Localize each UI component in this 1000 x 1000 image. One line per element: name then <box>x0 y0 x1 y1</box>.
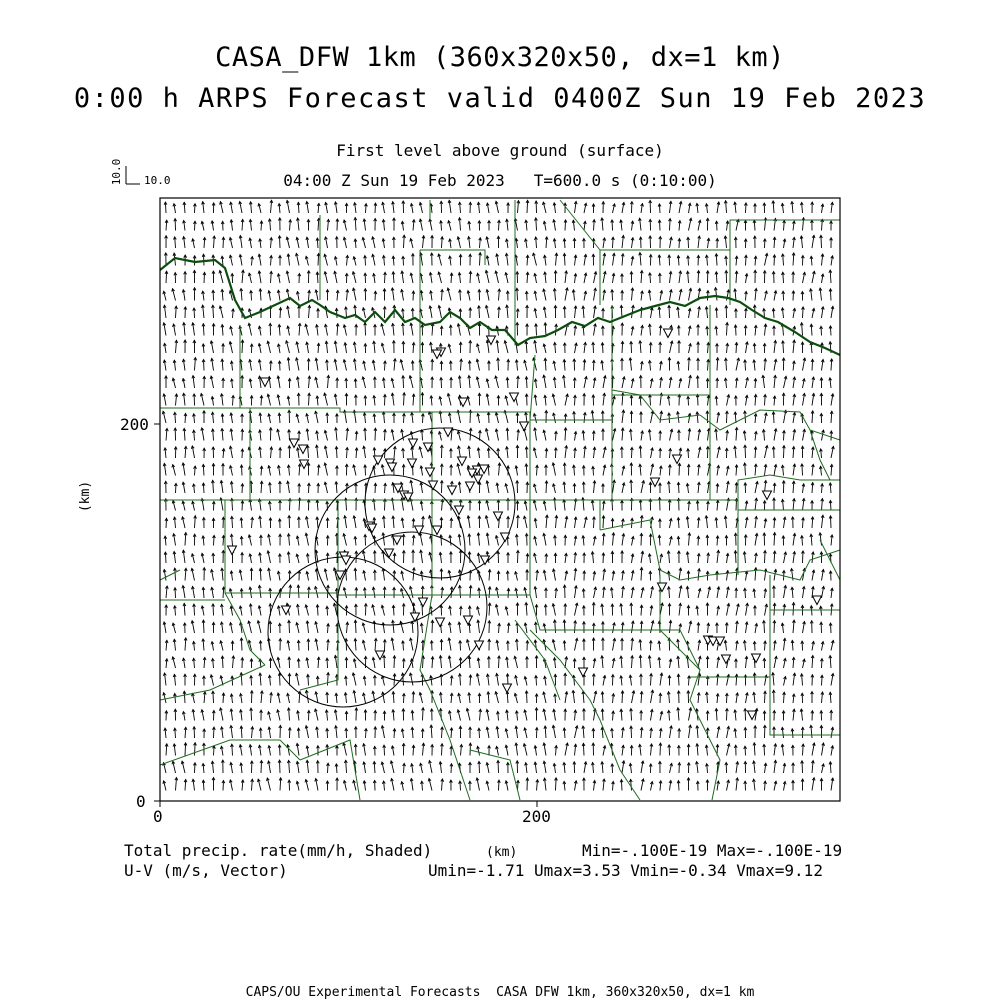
wind-vector <box>355 620 356 633</box>
wind-vector <box>735 551 736 563</box>
wind-vector <box>803 551 804 563</box>
wind-vector <box>755 673 756 685</box>
station-marker <box>388 463 397 472</box>
wind-vector <box>195 743 196 756</box>
wind-vector <box>222 656 223 668</box>
wind-vector <box>194 604 195 615</box>
station-marker <box>763 491 772 500</box>
wind-vector <box>241 638 242 651</box>
x-tick-0: 0 <box>153 807 163 826</box>
map-title-line2: 0:00 h ARPS Forecast valid 0400Z Sun 19 Feb 2023 <box>73 83 927 114</box>
wind-vector <box>564 254 565 266</box>
wind-vector <box>632 447 633 458</box>
wind-vector <box>479 306 480 318</box>
station-marker <box>752 654 761 663</box>
wind-vector <box>204 360 205 371</box>
station-marker <box>374 456 383 465</box>
wind-vector <box>631 726 632 738</box>
station-marker <box>651 478 660 487</box>
wind-vector <box>536 218 537 231</box>
wind-vector <box>318 254 319 266</box>
wind-vector <box>241 673 242 686</box>
station-marker <box>494 512 503 521</box>
wind-vector <box>774 621 775 634</box>
wind-vector <box>527 447 528 458</box>
station-marker <box>716 637 725 646</box>
wind-vector <box>612 290 613 301</box>
wind-vector <box>213 691 214 703</box>
state-boundary <box>160 258 840 355</box>
wind-vector <box>556 778 557 791</box>
station-marker <box>503 684 512 693</box>
wind-vector <box>365 428 366 440</box>
wind-vector <box>214 727 215 738</box>
station-marker <box>436 618 445 627</box>
wind-vector <box>764 621 765 633</box>
valid-time-label: 04:00 Z Sun 19 Feb 2023 T=600.0 s (0:10:00) <box>283 171 717 190</box>
wind-vector <box>489 412 490 423</box>
wind-vector <box>469 552 470 563</box>
wind-vector <box>394 656 395 668</box>
wind-vector <box>821 235 822 248</box>
wind-vector <box>622 341 623 353</box>
wind-vector <box>518 376 519 388</box>
wind-vector <box>204 254 205 265</box>
wind-vector <box>175 568 176 580</box>
wind-vector <box>527 200 528 213</box>
wind-vector <box>499 307 500 318</box>
vector-key <box>110 159 171 187</box>
wind-vector <box>166 271 167 283</box>
wind-vector <box>384 655 385 668</box>
wind-vector <box>736 271 737 283</box>
wind-vector <box>404 235 405 248</box>
wind-vector <box>261 761 262 774</box>
wind-vector <box>754 743 755 756</box>
wind-vector <box>546 481 547 493</box>
wind-vector <box>774 603 775 615</box>
wind-vector <box>678 674 679 685</box>
wind-vector <box>784 446 785 458</box>
wind-vector <box>327 692 328 703</box>
wind-vector <box>774 533 775 546</box>
wind-vector <box>640 655 641 668</box>
wind-vector <box>793 603 794 616</box>
wind-vector <box>641 533 642 545</box>
station-marker <box>475 641 484 650</box>
wind-vector <box>442 744 443 756</box>
wind-vector <box>518 515 519 528</box>
wind-vector <box>802 761 803 773</box>
wind-vector <box>765 551 766 563</box>
wind-vector <box>213 305 214 318</box>
station-marker <box>290 439 299 448</box>
wind-vector <box>727 323 728 336</box>
level-label: First level above ground (surface) <box>336 141 664 160</box>
wind-vector <box>336 447 337 458</box>
wind-vector <box>698 271 699 283</box>
wind-vector <box>622 691 623 703</box>
station-marker <box>300 460 309 469</box>
station-marker <box>520 422 529 431</box>
station-marker <box>579 668 588 677</box>
station-marker <box>342 556 351 565</box>
station-marker <box>409 439 418 448</box>
wind-vector <box>365 323 366 336</box>
station-marker <box>419 598 428 607</box>
wind-vector <box>423 708 424 721</box>
wind-vector <box>328 673 329 686</box>
station-marker <box>429 481 438 490</box>
wind-vector <box>831 516 832 528</box>
wind-vector <box>565 428 566 441</box>
wind-vector <box>745 445 746 458</box>
wind-vector <box>764 744 765 755</box>
wind-vector <box>280 760 281 773</box>
wind-vector <box>413 692 414 703</box>
wind-vector <box>280 745 281 756</box>
footer-credit: CAPS/OU Experimental Forecasts CASA DFW 1km, 360x320x50, dx=1 km <box>245 985 755 1000</box>
station-marker <box>433 526 442 535</box>
station-marker <box>228 546 237 555</box>
wind-vector <box>384 745 385 755</box>
wind-vector <box>403 376 404 388</box>
wind-vector <box>641 568 642 581</box>
wind-vector <box>670 465 671 476</box>
wind-vector <box>717 358 718 371</box>
station-marker <box>385 549 394 558</box>
station-marker <box>464 616 473 625</box>
station-marker <box>458 457 467 466</box>
wind-vector <box>689 358 690 371</box>
map-title-line1: CASA_DFW 1km (360x320x50, dx=1 km) <box>215 42 785 73</box>
station-marker <box>408 459 417 468</box>
wind-vector <box>498 358 499 370</box>
wind-vector <box>375 428 376 440</box>
vector-key-horizontal-label: 10.0 <box>144 174 171 187</box>
wind-vector <box>280 778 281 791</box>
wind-vector <box>698 395 699 406</box>
wind-vector <box>660 220 661 230</box>
precip-stats: Min=-.100E-19 Max=-.100E-19 <box>582 841 843 860</box>
wind-vector <box>660 743 661 756</box>
wind-vector <box>185 743 186 756</box>
wind-vector <box>480 253 481 266</box>
wind-vector <box>602 709 603 720</box>
wind-vector <box>631 709 632 721</box>
station-marker <box>299 445 308 454</box>
station-marker <box>448 486 457 495</box>
wind-vector <box>603 516 604 528</box>
wind-vector <box>213 604 214 616</box>
wind-vector <box>669 305 670 318</box>
wind-vector <box>517 288 518 300</box>
wind-vector <box>385 499 386 511</box>
wind-stats: Umin=-1.71 Umax=3.53 Vmin=-0.34 Vmax=9.12 <box>428 861 823 880</box>
wind-vector <box>727 411 728 423</box>
wind-vector <box>603 553 604 563</box>
wind-vector <box>479 761 480 773</box>
wind-vector <box>242 340 243 353</box>
station-marker <box>510 393 519 402</box>
wind-vector <box>688 237 689 248</box>
wind-vector <box>802 464 803 476</box>
wind-vector <box>783 341 784 353</box>
wind-vector <box>765 691 766 703</box>
y-tick-0: 0 <box>136 792 146 811</box>
station-marker <box>480 465 489 474</box>
wind-vector <box>441 378 442 388</box>
wind-vector <box>574 412 575 423</box>
wind-vector <box>631 342 632 354</box>
wind-vector <box>223 781 224 791</box>
y-tick-200: 200 <box>120 415 149 434</box>
wind-vector <box>612 220 613 231</box>
station-marker <box>658 583 667 592</box>
wind-legend-label: U-V (m/s, Vector) <box>124 861 288 880</box>
wind-vector <box>289 620 290 633</box>
wind-vector <box>716 709 717 721</box>
wind-vector <box>346 760 347 773</box>
wind-vector <box>251 708 252 720</box>
wind-vector <box>280 673 281 685</box>
wind-vector <box>432 620 433 633</box>
wind-vector <box>679 463 680 475</box>
station-marker <box>673 455 682 464</box>
wind-vector <box>527 691 528 703</box>
x-tick-200: 200 <box>522 807 551 826</box>
wind-vector <box>499 656 500 668</box>
station-marker <box>261 378 270 387</box>
wind-vector <box>593 342 594 353</box>
wind-vector <box>727 709 728 721</box>
wind-vector <box>280 236 281 248</box>
station-marker <box>664 329 673 338</box>
wind-vector <box>565 307 566 319</box>
wind-vector <box>830 289 831 301</box>
station-marker <box>426 468 435 477</box>
station-marker <box>376 651 385 660</box>
wind-vector <box>498 761 499 774</box>
wind-vector <box>518 550 519 563</box>
wind-vector <box>564 620 565 633</box>
wind-vector <box>203 620 204 633</box>
wind-vector <box>298 585 299 598</box>
wind-vector <box>385 395 386 406</box>
station-marker <box>813 596 822 605</box>
wind-vector-field <box>162 200 834 790</box>
wind-vector <box>470 271 471 283</box>
x-axis-unit: (km) <box>486 845 518 860</box>
vector-key-vertical-label: 10.0 <box>110 158 123 186</box>
wind-vector <box>641 500 642 511</box>
station-markers <box>228 329 822 720</box>
y-axis-unit: (km) <box>78 480 94 513</box>
wind-vector <box>621 780 622 791</box>
wind-vector <box>631 480 632 493</box>
station-marker <box>415 526 424 535</box>
wind-vector <box>583 743 584 755</box>
station-marker <box>411 613 420 622</box>
wind-vector <box>670 219 671 231</box>
precip-legend-label: Total precip. rate(mm/h, Shaded) <box>124 841 433 860</box>
